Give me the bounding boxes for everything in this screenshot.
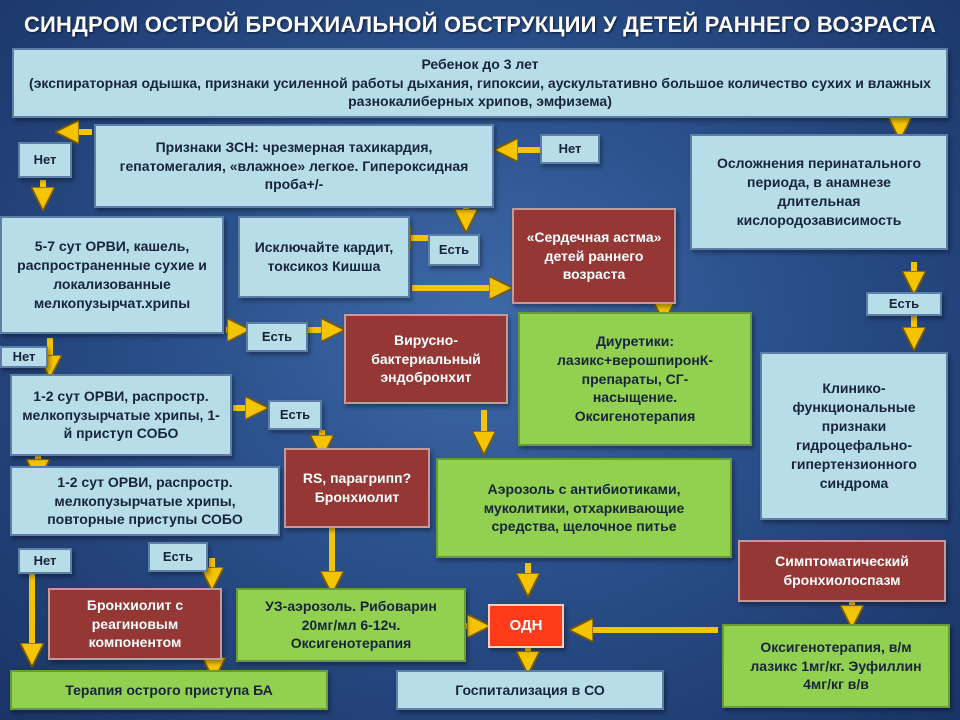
child-under-3-box: [12, 48, 948, 118]
asthma-therapy-box: Терапия острого приступа БА: [10, 670, 328, 710]
yes-label-2: Есть: [246, 322, 308, 352]
yes-label-1: Есть: [428, 234, 480, 266]
yes-label-perinatal: Есть: [866, 292, 942, 316]
no-label-right-top: Нет: [540, 134, 600, 164]
no-label-bottom-left: Нет: [18, 548, 72, 574]
yes-label-3: Есть: [268, 400, 322, 430]
viral-endobronchitis-box: Вирусно-бактериальный эндобронхит: [344, 314, 508, 404]
child-under-3-details: (экспираторная одышка, признаки усиленной работы дыхания, гипоксии, аускультативно большое количество сухих и влажных разнокалиберных хрипов, эмфизема): [29, 74, 931, 110]
rs-bronchiolitis-box: RS, парагрипп? Бронхиолит: [284, 448, 430, 528]
page-title: СИНДРОМ ОСТРОЙ БРОНХИАЛЬНОЙ ОБСТРУКЦИИ У ДЕТЕЙ РАННЕГО ВОЗРАСТА: [23, 12, 937, 37]
odn-box: ОДН: [488, 604, 564, 648]
orvi-1-2-repeat-box: 1-2 сут ОРВИ, распростр. мелкопузырчатые хрипы, повторные приступы СОБО: [10, 466, 280, 536]
yes-label-4: Есть: [148, 542, 208, 572]
child-under-3-heading: Ребенок до 3 лет: [421, 55, 539, 72]
perinatal-box: Осложнения перинатального периода, в анамнезе длительная кислородозависимость: [690, 134, 948, 250]
bronchiolitis-reagin-box: Бронхиолит с реагиновым компонентом: [48, 588, 222, 660]
symptomatic-box: Симптоматический бронхиолоспазм: [738, 540, 946, 602]
exclude-carditis-box: Исключайте кардит, токсикоз Кишша: [238, 216, 410, 298]
clinical-signs-box: Клинико-функциональные признаки гидроцефально-гипертензионного синдрома: [760, 352, 948, 520]
no-label-left-mid: Нет: [0, 346, 48, 368]
oxygen-lasix-box: Оксигенотерапия, в/м лазикс 1мг/кг. Эуфиллин 4мг/кг в/в: [722, 624, 950, 708]
uz-aerosol-box: УЗ-аэрозоль. Рибоварин 20мг/мл 6-12ч. Оксигенотерапия: [236, 588, 466, 662]
aerosol-box: Аэрозоль с антибиотиками, муколитики, отхаркивающие средства, щелочное питье: [436, 458, 732, 558]
orvi-5-7-box: 5-7 сут ОРВИ, кашель, распространенные сухие и локализованные мелкопузырчат.хрипы: [0, 216, 224, 334]
hospitalization-box: Госпитализация в СО: [396, 670, 664, 710]
orvi-1-2-first-box: 1-2 сут ОРВИ, распростр. мелкопузырчатые хрипы, 1-й приступ СОБО: [10, 374, 232, 456]
cardiac-asthma-box: «Сердечная астма» детей раннего возраста: [512, 208, 676, 304]
diuretics-box: Диуретики: лазикс+верошпиронК-препараты, СГ-насыщение. Оксигенотерапия: [518, 312, 752, 446]
zsn-signs-box: Признаки ЗСН: чрезмерная тахикардия, гепатомегалия, «влажное» легкое. Гипероксидная проба+/-: [94, 124, 494, 208]
no-label-left-top: Нет: [18, 142, 72, 178]
